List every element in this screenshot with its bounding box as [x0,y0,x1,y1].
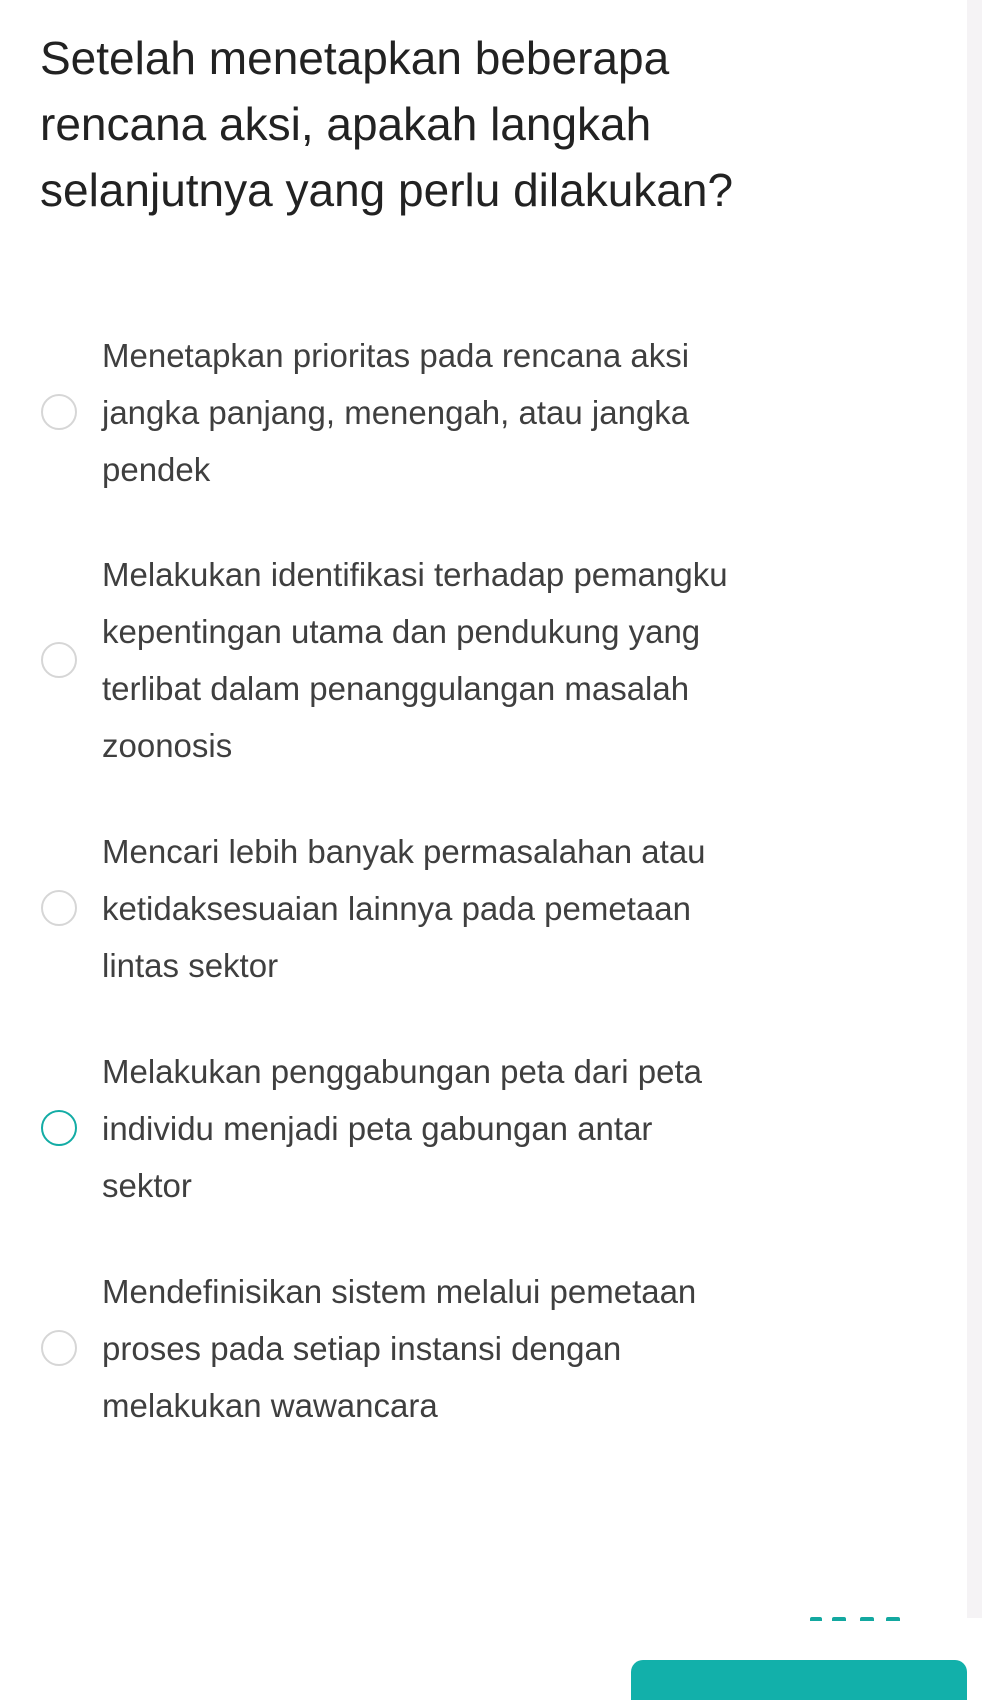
indicator-dot [810,1617,822,1621]
option-line: terlibat dalam penanggulangan masalah [102,670,690,707]
option-line: jangka panjang, menengah, atau jangka [102,394,690,431]
indicator-dot [886,1617,900,1621]
question-line: rencana aksi, apakah langkah [40,98,652,150]
radio-button-selected[interactable] [41,1110,77,1146]
option-line: Menetapkan prioritas pada rencana aksi [102,337,690,374]
indicator-dot [860,1617,874,1621]
answer-option-2[interactable] [0,546,960,774]
option-line: individu menjadi peta gabungan antar [102,1110,653,1147]
option-line: Melakukan identifikasi terhadap pemangku [102,556,728,593]
option-line: kepentingan utama dan pendukung yang [102,613,701,650]
answer-option-3[interactable] [0,823,960,994]
option-line: melakukan wawancara [102,1387,438,1424]
option-line: Mencari lebih banyak permasalahan atau [102,833,706,870]
option-line: Mendefinisikan sistem melalui pemetaan [102,1273,697,1310]
option-line: lintas sektor [102,947,279,984]
question-line: selanjutnya yang perlu dilakukan? [40,164,734,216]
option-line: proses pada setiap instansi dengan [102,1330,622,1367]
option-line: pendek [102,451,211,488]
next-button[interactable] [631,1660,967,1700]
answer-option-4[interactable] [0,1043,960,1214]
radio-button[interactable] [41,642,77,678]
answer-option-1[interactable] [0,327,960,498]
radio-button[interactable] [41,890,77,926]
radio-button[interactable] [41,394,77,430]
side-panel [967,0,982,1618]
question-line: Setelah menetapkan beberapa [40,32,670,84]
option-line: zoonosis [102,727,233,764]
question-text [40,25,733,223]
option-line: Melakukan penggabungan peta dari peta [102,1053,702,1090]
radio-button[interactable] [41,1330,77,1366]
indicator-dot [832,1617,846,1621]
option-line: ketidaksesuaian lainnya pada pemetaan [102,890,691,927]
option-line: sektor [102,1167,192,1204]
answer-option-5[interactable] [0,1263,960,1434]
